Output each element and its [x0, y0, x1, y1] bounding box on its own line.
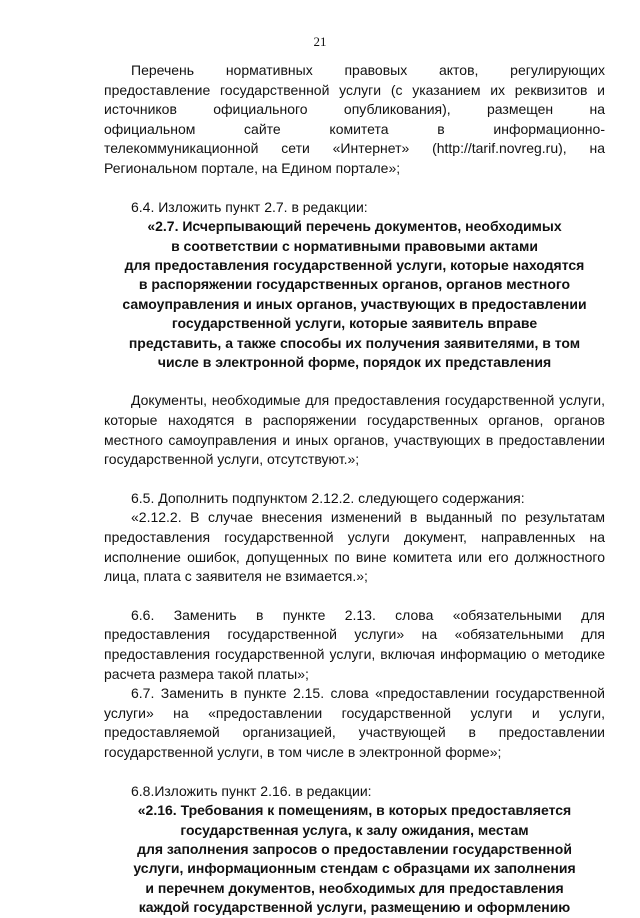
section-2-7-body: Документы, необходимые для предоставления государственной услуги, которые находятся в распоряжении государственных органов, органов местного самоуправления и иных органов, участвующих в предоставлении государственной услуги, отсутствуют.»; [104, 392, 605, 468]
heading-line: числе в электронной форме, порядок их представления [157, 354, 552, 370]
section-6-5-intro: 6.5. Дополнить подпунктом 2.12.2. следующего содержания: [131, 489, 525, 506]
heading-line: государственная услуга, к залу ожидания, местам [180, 821, 529, 838]
heading-line: государственной услуги, которые заявитель вправе [171, 315, 538, 332]
heading-line: для предоставления государственной услуги, которые находятся [124, 256, 585, 273]
text-line: предоставление государственной услуги (с указанием их реквизитов и [104, 81, 605, 98]
heading-line: «2.16. Требования к помещениям, в которых предоставляется [137, 802, 572, 819]
section-6-7-body: 6.7. Заменить в пункте 2.15. слова «предоставлении государственной услуги» на «предоставлении государственной услуги и услуги, предоставляемой организацией, участвующей в предоставлении государственной услуги, в том числе в электронной форме»; [104, 685, 605, 760]
document-body [104, 61, 605, 918]
heading-line: самоуправления и иных органов, участвующих в предоставлении [122, 295, 587, 312]
section-6-4-intro: 6.4. Изложить пункт 2.7. в редакции: [131, 198, 368, 215]
heading-line: в распоряжении государственных органов, органов местного [138, 276, 571, 293]
page-number: 21 [313, 34, 327, 49]
text-line: официальном сайте комитета в информационно- [104, 120, 605, 137]
heading-line: в соответствии с нормативными правовыми актами [171, 237, 538, 254]
heading-line: услуги, информационным стендам с образцами их заполнения [133, 860, 576, 877]
section-2-7-heading [104, 217, 605, 372]
heading-line: каждой государственной услуги, размещению и оформлению [138, 899, 571, 916]
heading-line: и перечнем документов, необходимых для предоставления [145, 879, 564, 896]
paragraph-legal-acts [104, 61, 605, 179]
section-6-8-intro: 6.8.Изложить пункт 2.16. в редакции: [131, 782, 372, 799]
text-line: источников официального опубликования), размещен на [104, 101, 605, 118]
section-2-12-2-body: «2.12.2. В случае внесения изменений в выданный по результатам предоставления государственной услуги документ, направленных на исполнение ошибок, допущенных по вине комитета или его должностного лица, плата с заявителя не взимается.»; [104, 509, 605, 585]
heading-line: представить, а также способы их получения заявителями, в том [128, 334, 581, 351]
heading-line: для заполнения запросов о предоставлении государственной [137, 840, 572, 857]
text-line: Региональном портале, на Едином портале»; [104, 159, 401, 176]
heading-line: «2.7. Исчерпывающий перечень документов, необходимых [147, 218, 562, 235]
section-2-16-heading [104, 801, 605, 917]
section-6-6-body: 6.6. Заменить в пункте 2.13. слова «обязательными для предоставления государственной услуги» на «обязательными для предоставления государственной услуги, включая информацию о методике расчета размера такой платы»; [104, 606, 605, 682]
text-line: Перечень нормативных правовых актов, регулирующих [131, 62, 605, 78]
text-line: телекоммуникационной сети «Интернет» (http://tarif.novreg.ru), на [104, 140, 605, 157]
